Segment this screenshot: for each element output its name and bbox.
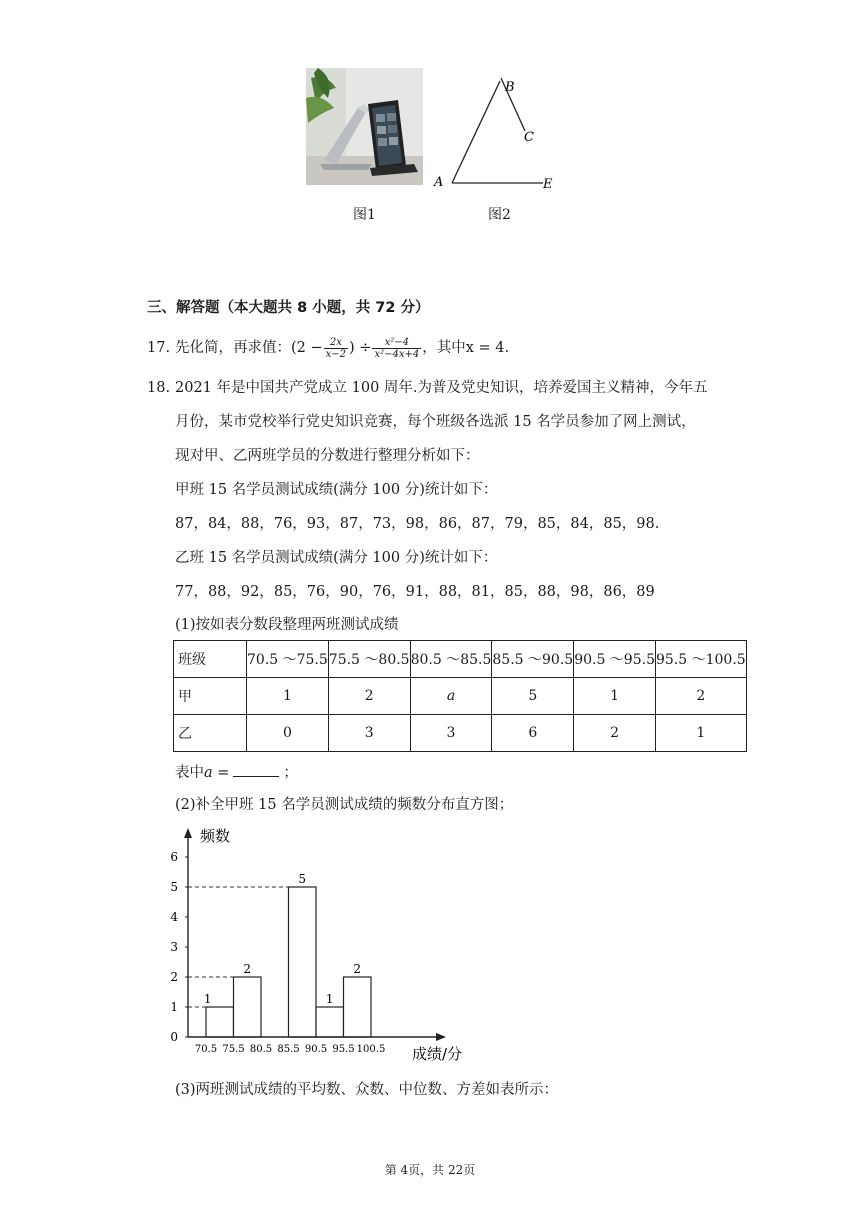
table-cell: 2	[574, 715, 656, 752]
part-3-text: (3)两班测试成绩的平均数、众数、中位数、方差如表所示：	[175, 1082, 559, 1098]
x-axis-arrow	[436, 1033, 446, 1041]
x-axis-title: 成绩/分	[412, 1045, 463, 1063]
part-1-text: (1)按如表分数段整理两班测试成绩	[175, 617, 399, 633]
q17-frac2-den: x²−4x+4	[374, 348, 420, 360]
y-tick-label: 0	[170, 1030, 178, 1044]
table-cell: 0	[247, 715, 329, 752]
section-header-middle: 小题，共	[307, 300, 376, 316]
x-tick-label: 70.5	[194, 1044, 218, 1055]
histogram-bar	[206, 1007, 234, 1037]
y-tick-label: 1	[170, 1000, 178, 1014]
label-e: E	[543, 177, 553, 192]
table-header-cell: 班级	[174, 641, 247, 678]
q17-fraction-1	[324, 337, 348, 360]
figure-2-diagram	[430, 75, 565, 195]
table-cell: 1	[247, 678, 329, 715]
frequency-histogram	[160, 822, 480, 1067]
part-2-text: (2)补全甲班 15 名学员测试成绩的频数分布直方图；	[175, 797, 514, 813]
question-18-number: 18.	[147, 380, 171, 396]
histogram-bar	[234, 977, 262, 1037]
table-cell: 乙	[174, 715, 247, 752]
table-cell: 1	[574, 678, 656, 715]
label-b: B	[505, 80, 515, 95]
figure-1-caption: 图1	[353, 207, 376, 223]
page-footer: 第 4页，共 22页	[384, 1163, 476, 1177]
phone-stand-photo	[306, 68, 423, 185]
answer-blank[interactable]	[233, 762, 279, 777]
q17-fraction-2	[372, 337, 421, 360]
y-tick-label: 2	[170, 970, 178, 984]
bar-data-label: 1	[325, 992, 334, 1006]
section-points: 72	[375, 300, 396, 316]
table-header-cell: 90.5 ～95.5	[574, 641, 656, 678]
x-tick-label: 90.5	[304, 1044, 328, 1055]
table-cell: 2	[655, 678, 746, 715]
table-header-cell: 95.5 ～100.5	[655, 641, 746, 678]
table-cell: 5	[492, 678, 574, 715]
histogram-bar	[289, 887, 317, 1037]
q18-line-1: 2021 年是中国共产党成立 100 周年.为普及党史知识，培养爱国主义精神，今年五	[175, 380, 708, 396]
y-axis-title: 频数	[200, 827, 231, 845]
bar-data-label: 2	[353, 962, 362, 976]
table-cell: 6	[492, 715, 574, 752]
jia-class-title: 甲班 15 名学员测试成绩(满分 100 分)统计如下：	[175, 482, 498, 498]
fill-end: ；	[283, 765, 298, 781]
y-tick-label: 3	[170, 940, 178, 954]
x-tick-label: 100.5	[356, 1044, 386, 1055]
fill-equals: =	[212, 765, 230, 781]
q18-line-2: 月份，某市党校举行党史知识竞赛，每个班级各选派 15 名学员参加了网上测试，	[175, 414, 696, 430]
q17-frac1-num: 2x	[324, 337, 348, 349]
y-axis-arrow	[184, 828, 192, 838]
label-c: C	[524, 130, 534, 145]
section-header-suffix: 分）	[395, 300, 430, 316]
section-question-count: 8	[297, 300, 308, 316]
table-header-cell: 85.5 ～90.5	[492, 641, 574, 678]
y-tick-label: 5	[170, 880, 178, 894]
q17-tail: ，其中x = 4.	[422, 340, 510, 356]
q17-intro: 先化简，再求值：	[175, 340, 291, 356]
x-tick-label: 95.5	[332, 1044, 355, 1055]
section-header	[147, 298, 430, 318]
q17-expr-mid: ) ÷	[349, 340, 372, 356]
yi-class-title: 乙班 15 名学员测试成绩(满分 100 分)统计如下：	[175, 550, 498, 566]
segment-ab	[452, 81, 500, 183]
table-cell: 1	[655, 715, 746, 752]
table-header-cell: 75.5 ～80.5	[328, 641, 410, 678]
y-tick-label: 4	[170, 910, 178, 924]
q17-frac2-num: x²−4	[372, 337, 421, 349]
bar-data-label: 1	[203, 992, 212, 1006]
jia-class-scores: 87，84，88，76，93，87，73，98，86，87，79，85，84，85，98.	[175, 516, 660, 532]
x-tick-label: 80.5	[249, 1044, 273, 1055]
y-tick-label: 6	[170, 850, 178, 864]
q17-expr-open: (2 −	[291, 340, 323, 356]
table-row	[174, 715, 747, 752]
figure-2-caption: 图2	[488, 207, 511, 223]
question-17-text	[175, 330, 509, 366]
label-a: A	[434, 175, 444, 190]
table-header-cell: 70.5 ～75.5	[247, 641, 329, 678]
table-cell: 2	[328, 678, 410, 715]
x-tick-label: 75.5	[222, 1044, 245, 1055]
fill-blank-line	[175, 762, 298, 783]
yi-class-scores: 77，88，92，85，76，90，76，91，88，81，85，88，98，86，89	[175, 584, 655, 600]
histogram-bar	[316, 1007, 344, 1037]
bar-data-label: 2	[243, 962, 252, 976]
table-header-row	[174, 641, 747, 678]
table-cell: 3	[328, 715, 410, 752]
phone-stand-illustration	[306, 68, 423, 185]
table-cell: a	[410, 678, 492, 715]
histogram-bar	[344, 977, 372, 1037]
x-tick-label: 85.5	[277, 1044, 300, 1055]
fill-label: 表中	[175, 765, 204, 781]
question-17-number: 17.	[147, 340, 171, 356]
q17-frac1-den: x−2	[325, 348, 347, 360]
section-header-prefix: 三、解答题（本大题共	[147, 300, 298, 316]
fill-variable: a	[204, 765, 213, 781]
table-cell: 3	[410, 715, 492, 752]
table-row	[174, 678, 747, 715]
table-cell: 甲	[174, 678, 247, 715]
q18-line-3: 现对甲、乙两班学员的分数进行整理分析如下：	[175, 448, 480, 464]
table-header-cell: 80.5 ～85.5	[410, 641, 492, 678]
score-range-table	[173, 640, 747, 752]
bar-data-label: 5	[298, 872, 307, 886]
